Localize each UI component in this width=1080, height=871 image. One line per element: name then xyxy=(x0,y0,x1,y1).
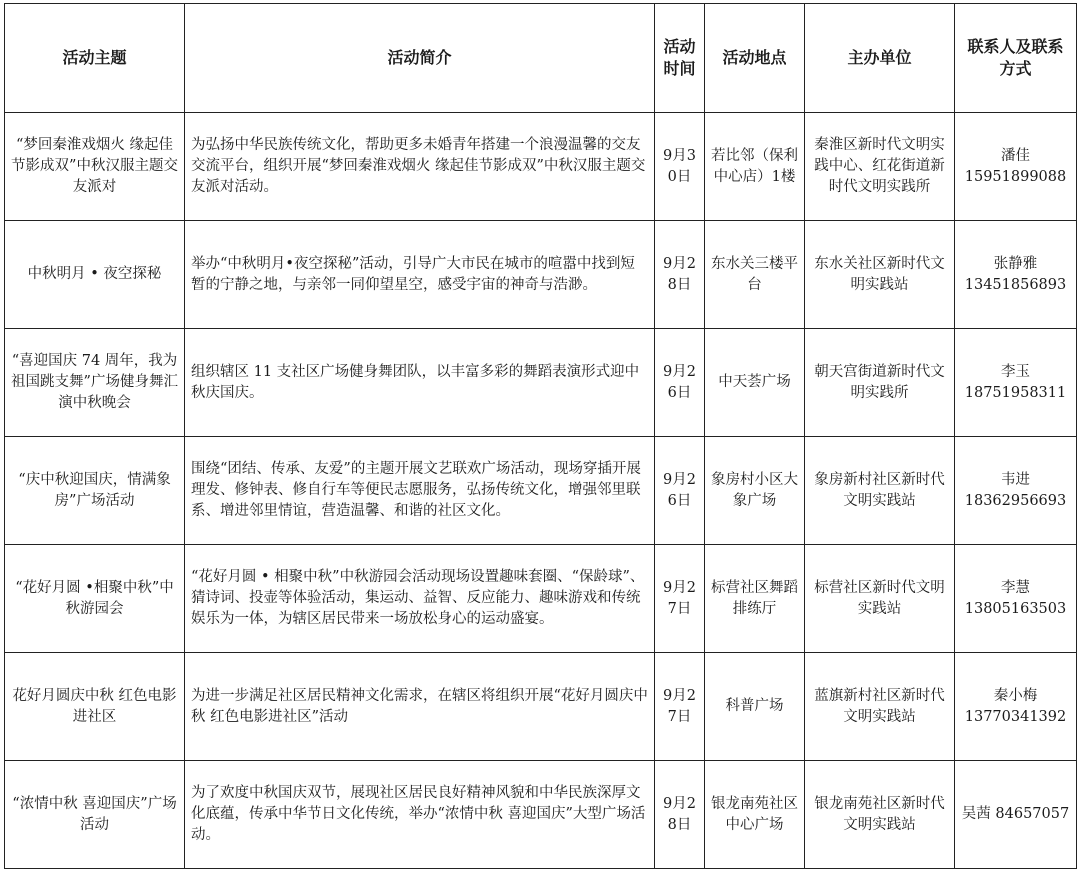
cell-intro: 举办“中秋明月•夜空探秘”活动，引导广大市民在城市的喧嚣中找到短暂的宁静之地，与亲邻一同仰望星空，感受宇宙的神奇与浩渺。 xyxy=(185,221,655,329)
contact-phone: 84657057 xyxy=(995,806,1070,822)
cell-place: 科普广场 xyxy=(705,653,805,761)
header-theme: 活动主题 xyxy=(5,4,185,113)
cell-theme: “花好月圆 •相聚中秋”中秋游园会 xyxy=(5,545,185,653)
table-row xyxy=(5,221,1077,329)
cell-theme: “庆中秋迎国庆，情满象房”广场活动 xyxy=(5,437,185,545)
contact-name: 张静雅 xyxy=(993,255,1038,272)
cell-contact xyxy=(955,545,1077,653)
contact-phone: 15951899088 xyxy=(964,168,1067,185)
contact-phone: 18362956693 xyxy=(964,492,1067,509)
cell-intro: 为弘扬中华民族传统文化，帮助更多未婚青年搭建一个浪漫温馨的交友交流平台，组织开展“梦回秦淮戏烟火 缘起佳节影成双”中秋汉服主题交友派对活动。 xyxy=(185,113,655,221)
table-row xyxy=(5,329,1077,437)
cell-contact xyxy=(955,653,1077,761)
contact-phone: 13805163503 xyxy=(964,600,1067,617)
contact-name: 潘佳 xyxy=(1001,147,1030,164)
cell-theme: 花好月圆庆中秋 红色电影进社区 xyxy=(5,653,185,761)
cell-intro: 为了欢度中秋国庆双节，展现社区居民良好精神风貌和中华民族深厚文化底蕴，传承中华节日文化传统，举办“浓情中秋 喜迎国庆”大型广场活动。 xyxy=(185,761,655,869)
cell-time: 9月26日 xyxy=(655,437,705,545)
cell-place: 象房村小区大象广场 xyxy=(705,437,805,545)
cell-place: 东水关三楼平台 xyxy=(705,221,805,329)
contact-phone: 18751958311 xyxy=(964,384,1067,401)
cell-contact xyxy=(955,761,1077,869)
cell-contact xyxy=(955,221,1077,329)
contact-name: 吴茜 xyxy=(961,806,991,822)
cell-intro: “花好月圆 • 相聚中秋”中秋游园会活动现场设置趣味套圈、“保龄球”、猜诗词、投壶等体验活动，集运动、益智、反应能力、趣味游戏和传统娱乐为一体，为辖区居民带来一场放松身心的运动盛宴。 xyxy=(185,545,655,653)
cell-contact xyxy=(955,329,1077,437)
cell-intro: 组织辖区 11 支社区广场健身舞团队，以丰富多彩的舞蹈表演形式迎中秋庆国庆。 xyxy=(185,329,655,437)
cell-contact xyxy=(955,437,1077,545)
cell-place: 中天荟广场 xyxy=(705,329,805,437)
cell-time: 9月28日 xyxy=(655,221,705,329)
table-row xyxy=(5,653,1077,761)
cell-place: 标营社区舞蹈排练厅 xyxy=(705,545,805,653)
cell-organizer: 东水关社区新时代文明实践站 xyxy=(805,221,955,329)
cell-place: 若比邻（保利中心店）1楼 xyxy=(705,113,805,221)
cell-time: 9月30日 xyxy=(655,113,705,221)
cell-time: 9月28日 xyxy=(655,761,705,869)
cell-time: 9月26日 xyxy=(655,329,705,437)
cell-organizer: 银龙南苑社区新时代文明实践站 xyxy=(805,761,955,869)
cell-theme: “梦回秦淮戏烟火 缘起佳节影成双”中秋汉服主题交友派对 xyxy=(5,113,185,221)
header-organizer: 主办单位 xyxy=(805,4,955,113)
cell-intro: 为进一步满足社区居民精神文化需求，在辖区将组织开展“花好月圆庆中秋 红色电影进社区”活动 xyxy=(185,653,655,761)
header-contact: 联系人及联系方式 xyxy=(955,4,1077,113)
cell-organizer: 象房新村社区新时代文明实践站 xyxy=(805,437,955,545)
table-row xyxy=(5,761,1077,869)
activity-table xyxy=(4,3,1077,869)
contact-name: 李玉 xyxy=(1001,363,1030,380)
cell-contact xyxy=(955,113,1077,221)
contact-name: 韦进 xyxy=(1001,471,1030,488)
contact-phone: 13451856893 xyxy=(964,276,1067,293)
contact-name: 李慧 xyxy=(1001,579,1030,596)
header-intro: 活动简介 xyxy=(185,4,655,113)
cell-organizer: 蓝旗新村社区新时代文明实践站 xyxy=(805,653,955,761)
header-place: 活动地点 xyxy=(705,4,805,113)
cell-theme: 中秋明月 • 夜空探秘 xyxy=(5,221,185,329)
table-row xyxy=(5,545,1077,653)
cell-intro: 围绕“团结、传承、友爱”的主题开展文艺联欢广场活动，现场穿插开展理发、修钟表、修自行车等便民志愿服务，弘扬传统文化，增强邻里联系、增进邻里情谊，营造温馨、和谐的社区文化。 xyxy=(185,437,655,545)
header-row xyxy=(5,4,1077,113)
cell-organizer: 朝天宫街道新时代文明实践所 xyxy=(805,329,955,437)
contact-name: 秦小梅 xyxy=(993,687,1038,704)
header-time: 活动时间 xyxy=(655,4,705,113)
table-row xyxy=(5,437,1077,545)
cell-theme: “喜迎国庆 74 周年，我为祖国跳支舞”广场健身舞汇演中秋晚会 xyxy=(5,329,185,437)
cell-organizer: 标营社区新时代文明实践站 xyxy=(805,545,955,653)
cell-theme: “浓情中秋 喜迎国庆”广场活动 xyxy=(5,761,185,869)
cell-time: 9月27日 xyxy=(655,545,705,653)
table-row xyxy=(5,113,1077,221)
cell-time: 9月27日 xyxy=(655,653,705,761)
contact-phone: 13770341392 xyxy=(964,708,1067,725)
cell-organizer: 秦淮区新时代文明实践中心、红花街道新时代文明实践所 xyxy=(805,113,955,221)
cell-place: 银龙南苑社区中心广场 xyxy=(705,761,805,869)
